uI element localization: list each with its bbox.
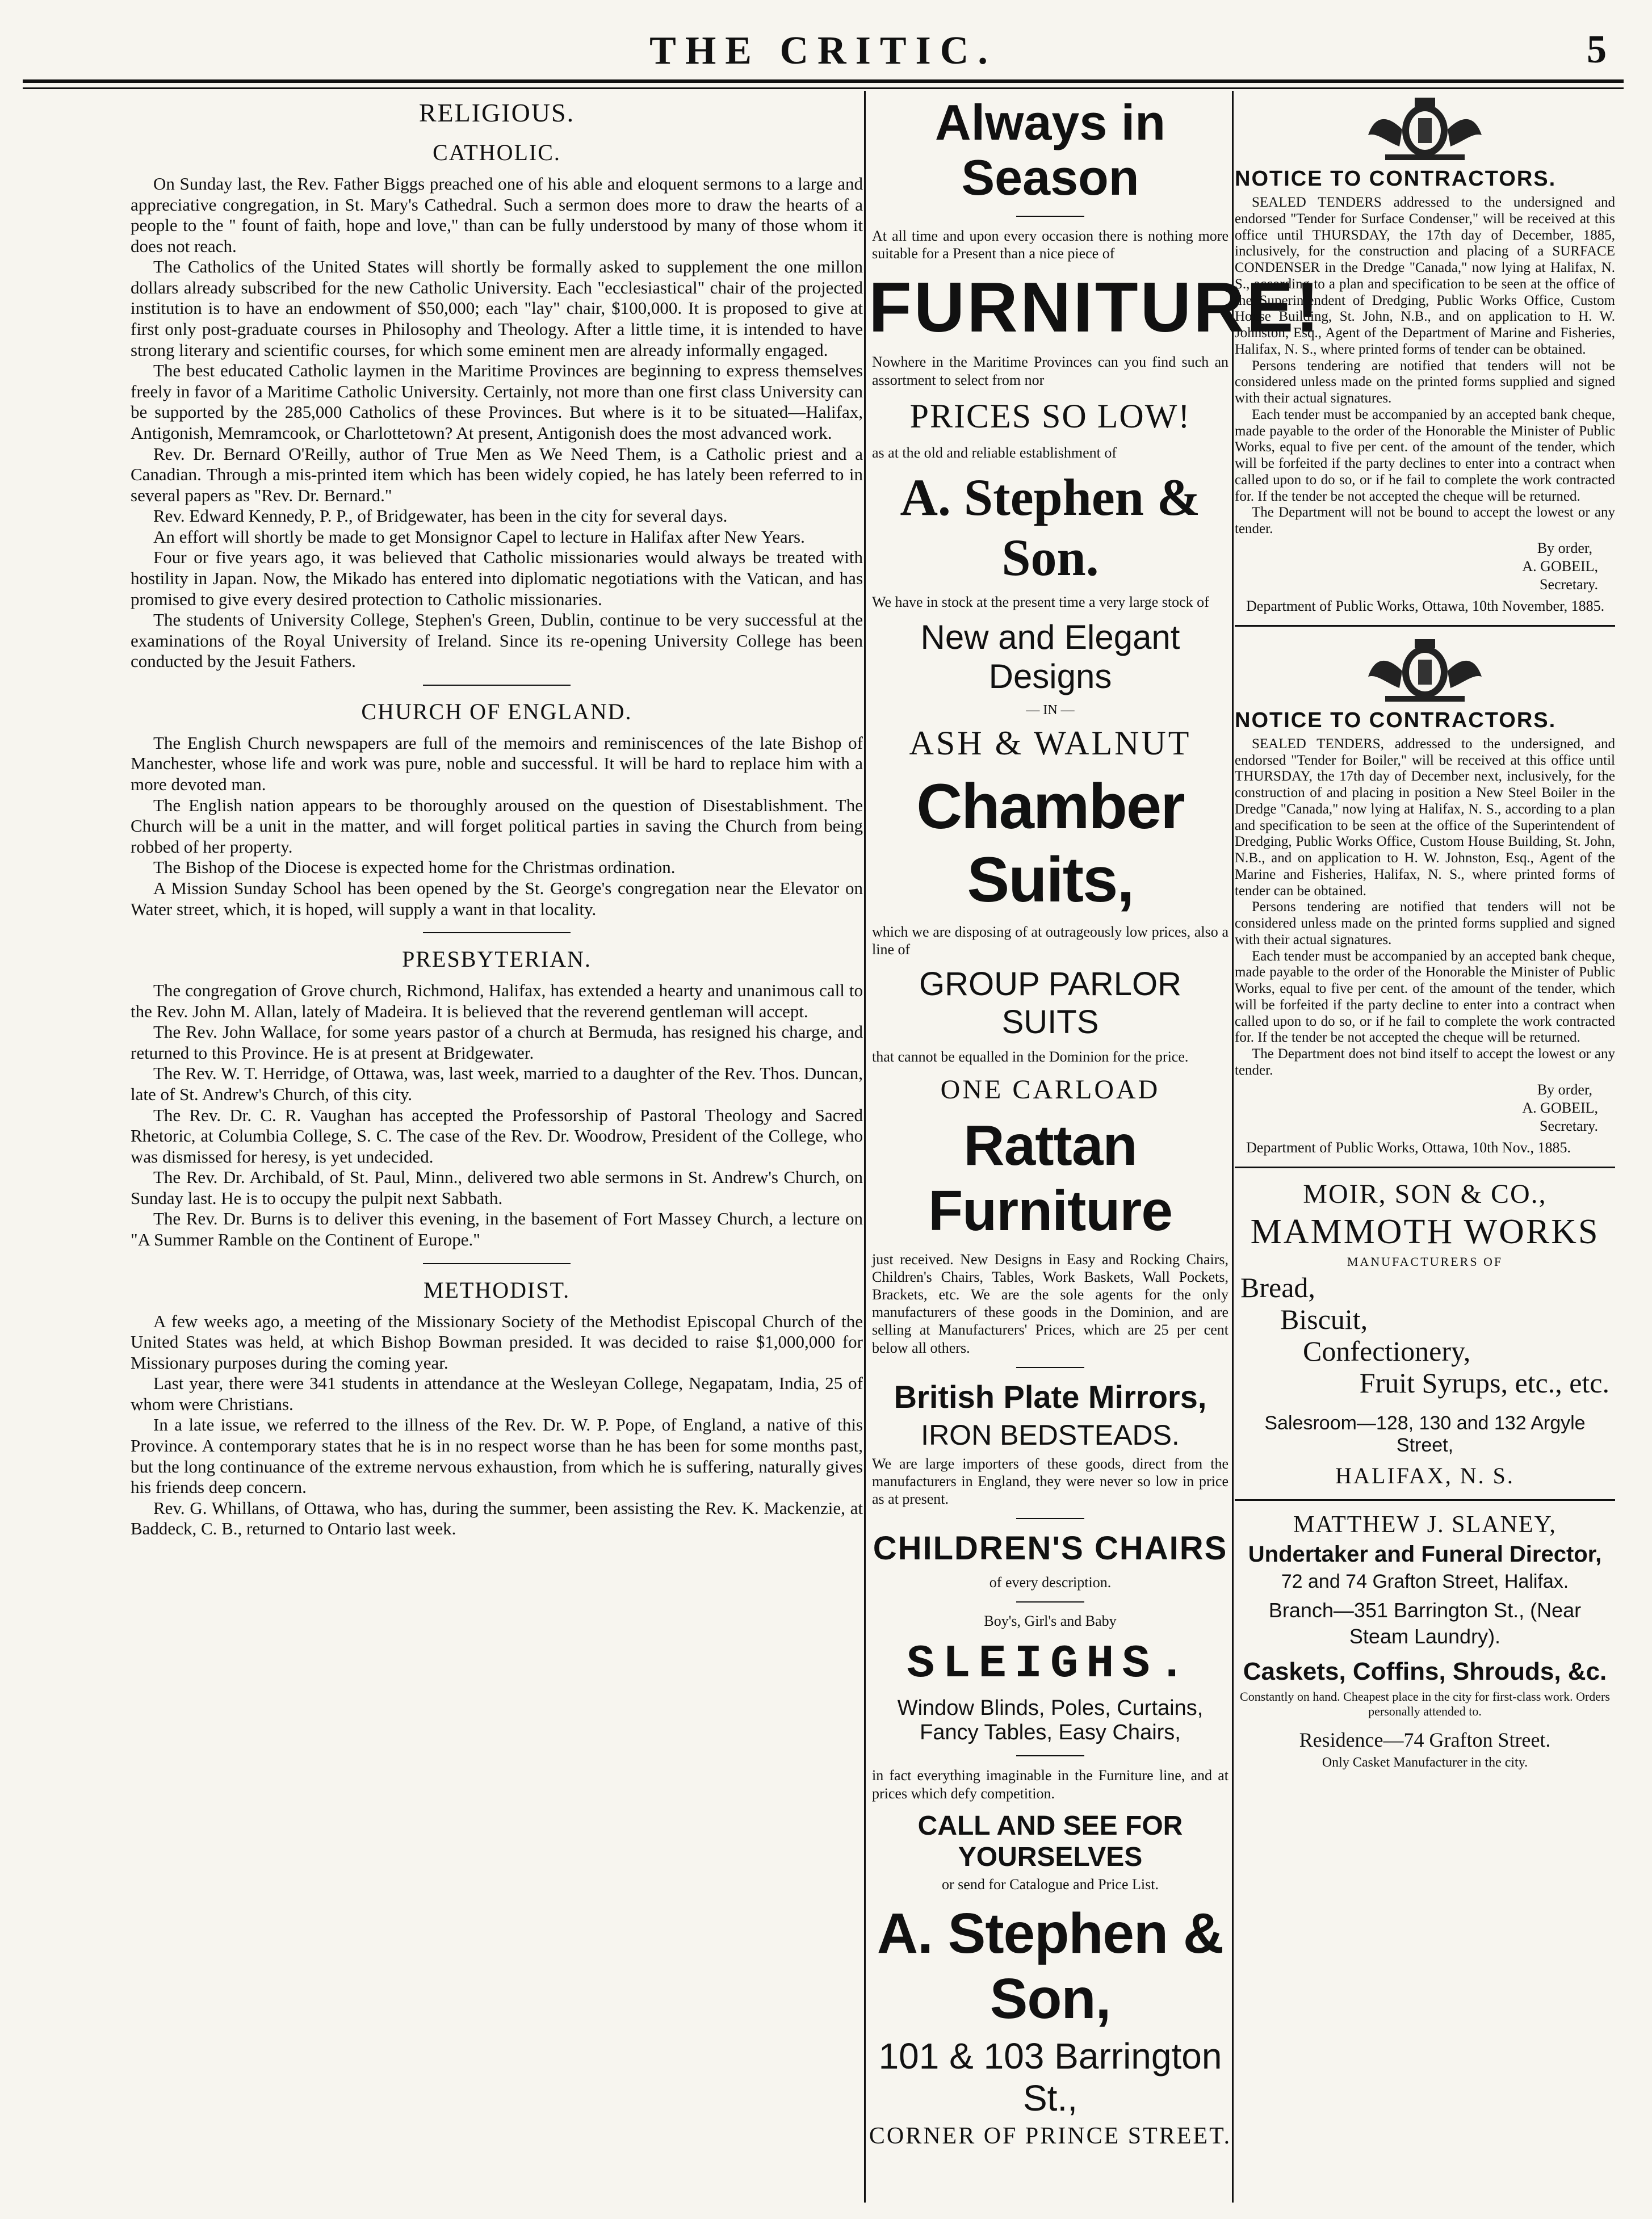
presbyterian-paragraph: The Rev. John Wallace, for some years pastor of a church at Bermuda, has resigned his charge, and returned to this Province. He is at present at Bridgewater. xyxy=(131,1022,863,1063)
ad-text: as at the old and reliable establishment of xyxy=(872,444,1117,461)
ad-company-footer: A. Stephen & Son, xyxy=(877,1901,1224,2031)
section-rule xyxy=(423,932,571,933)
notice-heading: NOTICE TO CONTRACTORS. xyxy=(1235,167,1557,191)
religious-column xyxy=(131,91,863,1540)
methodist-paragraph: In a late issue, we referred to the illness of the Rev. Dr. W. P. Pope, of England, a native of this Province. A contemporary states that he is in no respect worse than he has been for some months past, but the long continuance of the extreme nervous exhaustion, from which he is suffering, naturally gives his friends deep concern. xyxy=(131,1415,863,1497)
ad-text: At all time and upon every occasion there is nothing more suitable for a Present than a nice piece of xyxy=(872,227,1228,262)
catholic-paragraph: On Sunday last, the Rev. Father Biggs preached one of his able and eloquent sermons to a large and appreciative congregation, in St. Mary's Cathedral. Such a sermon does more to draw the hearts of a people to the " fount of faith, hope and love," than can be fully understood by many of those whom it does not reach. xyxy=(131,174,863,256)
slaney-branch-note: Steam Laundry). xyxy=(1349,1624,1501,1648)
moir-product: Biscuit, xyxy=(1280,1303,1368,1335)
ad-text: just received. New Designs in Easy and Rocking Chairs, Children's Chairs, Tables, Work Baskets, Wall Pockets, Brackets, etc. We are the sole agents for the only manufacturers of these goods in the Dominion, and are selling at Manufacturers' Prices, which are 25 per cent below all others. xyxy=(872,1251,1228,1356)
catholic-paragraph: Rev. Dr. Bernard O'Reilly, author of True Men as We Need Them, is a Catholic priest and a Canadian. Through a mis-printed item which has been widely copied, he has lately been referred to in several papers as "Rev. Dr. Bernard." xyxy=(131,443,863,505)
ad-designs: New and Elegant Designs xyxy=(920,618,1180,696)
ad-text: We have in stock at the present time a very large stock of xyxy=(872,593,1209,610)
royal-arms-icon xyxy=(1351,95,1499,163)
column-divider xyxy=(864,91,866,2203)
slaney-advertisement xyxy=(1235,1511,1615,1771)
ad-furniture: FURNITURE! xyxy=(869,268,1322,347)
moir-salesroom: Salesroom—128, 130 and 132 Argyle Street, xyxy=(1264,1412,1586,1456)
church-of-england-heading: CHURCH OF ENGLAND. xyxy=(361,698,632,724)
royal-arms-icon xyxy=(1351,637,1499,705)
catholic-paragraph: An effort will shortly be made to get Monsignor Capel to lecture in Halifax after New Years. xyxy=(153,526,805,547)
catholic-paragraph: Four or five years ago, it was believed that Catholic missionaries would always be treated with hostility in Japan. Now, the Mikado has entered into diplomatic negotiations with the Vatican, and has promised to give every desired protection to Catholic missionaries. xyxy=(131,547,863,609)
section-rule xyxy=(1235,1167,1615,1168)
coe-paragraph: A Mission Sunday School has been opened by the St. George's congregation near the Elevator on Water street, which, it is hoped, will supply a want in that locality. xyxy=(131,878,863,919)
ad-rule xyxy=(1016,1518,1084,1519)
ad-prices: PRICES SO LOW! xyxy=(909,397,1191,435)
catholic-paragraph: The Catholics of the United States will shortly be formally asked to supplement the one millon dollars already subscribed for the new Catholic University. Each "ecclesiastical" chair of the projected institution is to have an endowment of $50,000; each "lay" chair, $100,000. It is proposed to give at first only post-graduate courses in Philosophy and Theology. After a little time, it is intended to have strong literary and scientific courses, for which some eminent men are already informally engaged. xyxy=(131,257,863,360)
notice-to-contractors xyxy=(1235,95,1615,615)
page-number: 5 xyxy=(1587,28,1607,72)
moir-product: Fruit Syrups, etc., etc. xyxy=(1359,1366,1609,1399)
notice-by-order: By order, xyxy=(1537,1081,1592,1098)
coe-paragraph: The English Church newspapers are full of the memoirs and reminiscences of the late Bishop of Manchester, whose life and work was pure, noble and successful. It will be hard to replace him with a more devoted man. xyxy=(131,732,863,795)
presbyterian-paragraph: The Rev. Dr. C. R. Vaughan has accepted the Professorship of Pastoral Theology and Sacred Rhetoric, at Columbia College, S. C. The case of the Rev. Dr. Woodrow, President of the College, who was dismissed for heresy, is yet undecided. xyxy=(131,1105,863,1167)
moir-city: HALIFAX, N. S. xyxy=(1335,1462,1515,1488)
ad-call: CALL AND SEE FOR YOURSELVES xyxy=(917,1810,1183,1872)
moir-product: Confectionery, xyxy=(1303,1335,1471,1367)
notice-signer: A. GOBEIL, xyxy=(1522,1099,1598,1116)
section-rule xyxy=(423,685,571,686)
slaney-address: 72 and 74 Grafton Street, Halifax. xyxy=(1281,1570,1569,1592)
slaney-branch: Branch—351 Barrington St., (Near xyxy=(1268,1598,1582,1622)
ad-blinds: Window Blinds, Poles, Curtains, Fancy Tables, Easy Chairs, xyxy=(897,1696,1204,1745)
notice-text: Each tender must be accompanied by an accepted bank cheque, made payable to the order of the Honorable the Minister of Public Works, equal to five per cent. of the amount of the tender, which will be forfeited if the party decline to enter into a contract when called upon to do so, or if he fail to complete the work contracted for. If the tender be not accepted the cheque will be returned. xyxy=(1235,948,1615,1046)
notice-by-order: By order, xyxy=(1537,539,1592,556)
column-divider xyxy=(1232,91,1234,2203)
notice-heading: NOTICE TO CONTRACTORS. xyxy=(1235,708,1557,732)
catholic-paragraph: The students of University College, Stephen's Green, Dublin, continue to be very successful at the examinations of the Royal University of Ireland. Since its re-opening University College has been conducted by the Jesuit Fathers. xyxy=(131,610,863,672)
moir-works: MAMMOTH WORKS xyxy=(1250,1212,1600,1251)
section-rule xyxy=(1235,1499,1615,1501)
presbyterian-paragraph: The congregation of Grove church, Richmond, Halifax, has extended a hearty and unanimous call to the Rev. John M. Allan, lately of Madeira. It is believed that the reverend gentleman will accept. xyxy=(131,980,863,1021)
notice-to-contractors xyxy=(1235,637,1615,1156)
slaney-note: Constantly on hand. Cheapest place in the city for first-class work. Orders personally attended to. xyxy=(1240,1689,1610,1718)
catholic-paragraph: Rev. Edward Kennedy, P. P., of Bridgewater, has been in the city for several days. xyxy=(153,506,728,526)
moir-product: Bread, xyxy=(1240,1271,1315,1303)
catholic-heading: CATHOLIC. xyxy=(433,140,561,165)
section-rule xyxy=(1235,625,1615,627)
ad-group-parlor: GROUP PARLOR SUITS xyxy=(919,966,1181,1041)
notice-text: Persons tendering are notified that tenders will not be considered unless made on the printed forms supplied and signed with their actual signatures. xyxy=(1235,358,1615,406)
ad-sleighs: SLEIGHS. xyxy=(907,1638,1194,1691)
notice-signer-title: Secretary. xyxy=(1540,1117,1598,1134)
ad-company: A. Stephen & Son. xyxy=(900,468,1201,586)
catholic-paragraph: The best educated Catholic laymen in the Maritime Provinces are beginning to express themselves freely in favor of a Maritime Catholic University. Certainly, not more than one first class University can be supported by the 285,000 Catholics of these Provinces. But where is it to be situated—Halifax, Antigonish, Memramcook, or Charlottetown? At present, Antigonish does the most advanced work. xyxy=(131,360,863,443)
notice-text: SEALED TENDERS addressed to the undersigned and endorsed "Tender for Surface Condenser," will be received at this office until THURSDAY, the 17th day of December, 1885, inclusively, for the construction and placing of a SURFACE CONDENSER in the Dredge "Canada," now lying at Halifax, N. S., according to a plan and specification to be seen at the office of the Superintendent of Dredging, Public Works Office, Custom House Building, St. John, N.B., and on application to H. W. Johnston, Esq., Agent of the Department of Marine and Fisheries, Halifax, N. S., where printed forms of tender can be obtained. xyxy=(1235,195,1615,357)
ad-in: — IN — xyxy=(1026,703,1075,718)
notice-text: Each tender must be accompanied by an accepted bank cheque, made payable to the order of the Honorable the Minister of Public Works, equal to five per cent. of the amount of the tender, which will be forfeited if the party declines to enter into a contract when called upon to do so, or if he fail to complete the work contracted for. If the tender be not accepted the cheque will be returned. xyxy=(1235,406,1615,504)
coe-paragraph: The Bishop of the Diocese is expected home for the Christmas ordination. xyxy=(153,857,676,878)
section-rule xyxy=(423,1263,571,1264)
notice-text: Persons tendering are notified that tenders will not be considered unless made on the printed forms supplied and signed with their actual signatures. xyxy=(1235,899,1615,947)
methodist-heading: METHODIST. xyxy=(423,1277,571,1303)
ad-chamber-suits: Chamber Suits, xyxy=(916,771,1184,916)
presbyterian-paragraph: The Rev. Dr. Archibald, of St. Paul, Minn., delivered two able sermons in St. Andrew's Church, on Sunday last. He is to occupy the pulpit next Sabbath. xyxy=(131,1167,863,1208)
ad-rattan: Rattan Furniture xyxy=(928,1113,1172,1243)
ad-rule xyxy=(1016,216,1084,217)
ad-carload: ONE CARLOAD xyxy=(940,1074,1160,1105)
slaney-residence: Residence—74 Grafton Street. xyxy=(1299,1728,1551,1751)
ad-iron-bedsteads: IRON BEDSTEADS. xyxy=(921,1419,1180,1451)
methodist-paragraph: A few weeks ago, a meeting of the Missionary Society of the Methodist Episcopal Church of the United States was held, at which Bishop Bowman presided. It was decided to raise $1,000,000 for Missionary purposes during the coming year. xyxy=(131,1311,863,1373)
slaney-trade: Undertaker and Funeral Director, xyxy=(1248,1541,1602,1567)
religious-heading: RELIGIOUS. xyxy=(418,98,575,127)
slaney-name: MATTHEW J. SLANEY, xyxy=(1293,1511,1557,1538)
slaney-goods: Caskets, Coffins, Shrouds, &c. xyxy=(1243,1657,1607,1685)
coe-paragraph: The English nation appears to be thoroughly aroused on the question of Disestablishment. The Church will be a unit in the matter, and will forget political parties in saving the Church from being robbed of her property. xyxy=(131,795,863,857)
notice-department: Department of Public Works, Ottawa, 10th Nov., 1885. xyxy=(1246,1139,1571,1156)
notice-text: The Department does not bind itself to accept the lowest or any tender. xyxy=(1235,1046,1615,1078)
moir-name: MOIR, SON & CO., xyxy=(1303,1178,1547,1209)
ad-childrens-chairs: CHILDREN'S CHAIRS xyxy=(873,1530,1228,1567)
ad-rule xyxy=(1016,1755,1084,1756)
header-rule xyxy=(23,79,1624,83)
ad-headline: Always in Season xyxy=(935,94,1165,205)
slaney-only: Only Casket Manufacturer in the city. xyxy=(1322,1755,1528,1770)
presbyterian-paragraph: The Rev. Dr. Burns is to deliver this evening, in the basement of Fort Massey Church, a lecture on "A Summer Ramble on the Continent of Europe." xyxy=(131,1209,863,1250)
ad-text: in fact everything imaginable in the Furniture line, and at prices which defy competition. xyxy=(872,1767,1228,1802)
moir-advertisement xyxy=(1235,1178,1615,1489)
notices-column xyxy=(1235,91,1615,1773)
moir-manufacturers: MANUFACTURERS OF xyxy=(1347,1254,1503,1269)
notice-text: The Department will not be bound to accept the lowest or any tender. xyxy=(1235,505,1615,536)
ad-corner: CORNER OF PRINCE STREET. xyxy=(869,2122,1232,2149)
presbyterian-heading: PRESBYTERIAN. xyxy=(402,946,592,972)
ad-text: We are large importers of these goods, direct from the manufacturers in England, they were never so low in price as at present. xyxy=(872,1455,1228,1508)
ad-text: which we are disposing of at outrageously low prices, also a line of xyxy=(872,924,1228,958)
methodist-paragraph: Last year, there were 341 students in attendance at the Wesleyan College, Negapatam, India, 25 of whom were Christians. xyxy=(131,1373,863,1414)
notice-text: SEALED TENDERS, addressed to the undersigned, and endorsed "Tender for Boiler," will be received at this office until THURSDAY, the 17th day of December next, inclusively, for the construction of and placing in position a New Steel Boiler in the Dredge "Canada," now lying at Halifax, N. S., according to a plan and specification to be seen at the office of the Superintendent of Dredging, Public Works Office, Custom House Building, St. John, N.B., and on application to H. W. Johnston, Esq., Agent of the Marine and Fisheries, Halifax, N. S., where printed forms of tender can be obtained. xyxy=(1235,736,1615,899)
notice-department: Department of Public Works, Ottawa, 10th November, 1885. xyxy=(1246,597,1605,614)
newspaper-title: THE CRITIC. xyxy=(649,29,997,73)
ad-text: that cannot be equalled in the Dominion for the price. xyxy=(872,1048,1189,1066)
ad-text: Boy's, Girl's and Baby xyxy=(984,1613,1117,1630)
ad-text: or send for Catalogue and Price List. xyxy=(942,1876,1159,1893)
ad-text: of every description. xyxy=(989,1574,1112,1591)
ad-address: 101 & 103 Barrington St., xyxy=(878,2035,1222,2119)
ad-ash-walnut: ASH & WALNUT xyxy=(909,724,1192,762)
methodist-paragraph: Rev. G. Whillans, of Ottawa, who has, during the summer, been assisting the Rev. K. Mackenzie, at Baddeck, C. B., returned to Ontario last week. xyxy=(131,1497,863,1539)
header-rule-thin xyxy=(23,87,1624,89)
ad-rule xyxy=(1016,1601,1084,1603)
ad-text: Nowhere in the Maritime Provinces can you find such an assortment to select from nor xyxy=(872,354,1228,388)
notice-signer: A. GOBEIL, xyxy=(1522,557,1598,574)
page-header xyxy=(23,17,1624,91)
ad-mirrors: British Plate Mirrors, xyxy=(894,1378,1207,1415)
notice-signer-title: Secretary. xyxy=(1540,576,1598,593)
ad-rule xyxy=(1016,1367,1084,1368)
presbyterian-paragraph: The Rev. W. T. Herridge, of Ottawa, was, last week, married to a daughter of the Rev. Thos. Duncan, late of St. Andrew's Church, of this city. xyxy=(131,1063,863,1104)
